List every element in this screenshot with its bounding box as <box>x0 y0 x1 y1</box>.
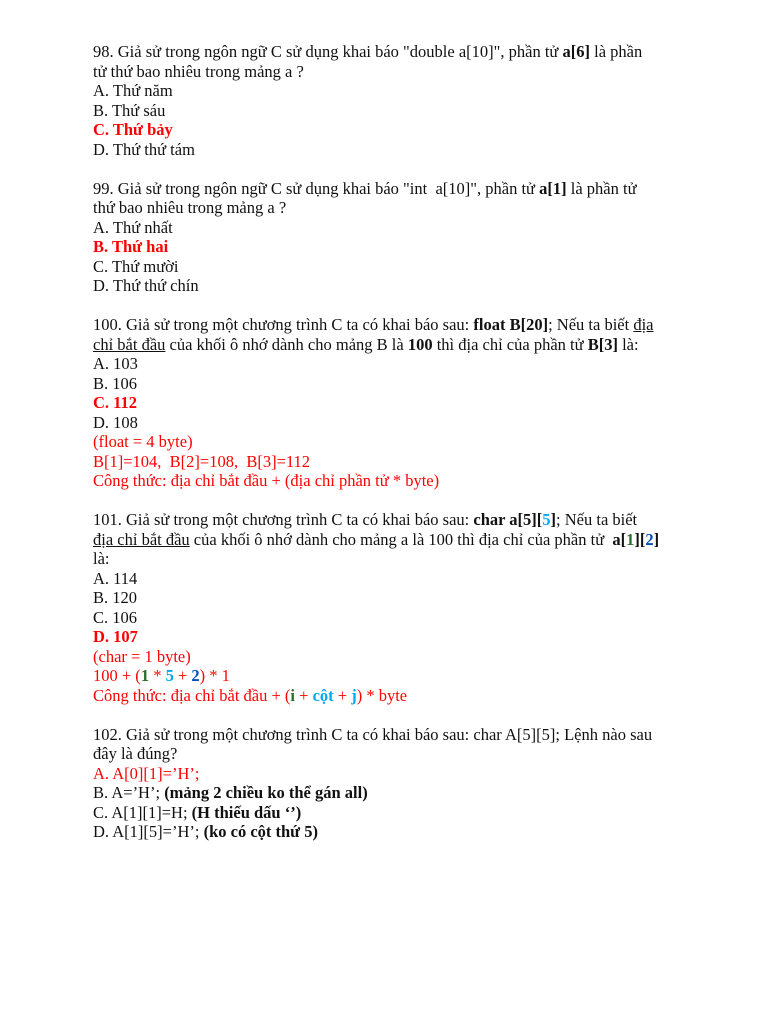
question-99 <box>93 179 723 296</box>
option-b-correct: B. Thứ hai <box>93 237 169 256</box>
question-list <box>93 42 723 861</box>
stem-bold: a[ <box>612 529 627 549</box>
stem-bold: 100 <box>407 334 433 354</box>
stem-bold: char a[5][ <box>473 510 543 529</box>
stem-bold: B[3] <box>587 334 618 354</box>
question-stem: tử thứ bao nhiêu trong mảng a ? <box>93 61 304 81</box>
formula-j: j <box>351 685 357 705</box>
formula-text: + <box>333 685 352 705</box>
option-note: (ko có cột thứ 5) <box>203 822 318 841</box>
question-stem <box>93 530 723 550</box>
option-a-correct: A. A[0][1]=’H’; <box>93 763 200 783</box>
explanation-formula <box>93 686 723 706</box>
question-stem <box>93 315 723 335</box>
option-d-correct: D. 107 <box>93 627 138 646</box>
question-stem: đây là đúng? <box>93 744 178 763</box>
stem-underline: địa <box>633 315 654 334</box>
stem-text: là phần tử <box>566 178 637 198</box>
question-stem: thứ bao nhiêu trong mảng a ? <box>93 198 287 217</box>
formula-text: 100 + ( <box>93 666 141 685</box>
option-c <box>93 803 723 823</box>
stem-text: 99. Giả sử trong ngôn ngữ C sử dụng khai báo "int a[10]", phần tử <box>93 178 540 198</box>
question-stem: là: <box>93 549 110 568</box>
question-stem <box>93 510 723 530</box>
formula-text: Công thức: địa chỉ bắt đầu + ( <box>93 685 291 705</box>
question-stem <box>93 42 723 62</box>
explanation-calculation <box>93 666 723 686</box>
explanation-note: (float = 4 byte) <box>93 432 193 451</box>
stem-text: ; Nếu ta biết <box>548 315 634 334</box>
option-c: C. 106 <box>93 607 138 627</box>
formula-cot: cột <box>312 685 334 705</box>
stem-text: 98. Giả sử trong ngôn ngữ C sử dụng khai báo "double a[10]", phần tử <box>93 42 563 61</box>
formula-cols: 5 <box>165 666 174 685</box>
option-b: B. 106 <box>93 373 138 393</box>
formula-text: ) * byte <box>356 685 408 705</box>
stem-text: của khối ô nhớ dành cho mảng B là <box>165 334 408 354</box>
option-d: D. Thứ thứ tám <box>93 139 195 159</box>
stem-bold: ] <box>653 529 660 549</box>
stem-text: của khối ô nhớ dành cho mảng a là 100 thì địa chỉ của phần tử <box>189 529 613 549</box>
option-b: B. 120 <box>93 588 138 607</box>
option-a: A. Thứ nhất <box>93 217 173 237</box>
stem-bold-colored: 5 <box>542 510 551 529</box>
question-100 <box>93 315 723 491</box>
option-c-correct: C. Thứ bảy <box>93 120 173 139</box>
formula-text: * <box>149 666 166 685</box>
option-a: A. 103 <box>93 354 138 373</box>
option-d <box>93 822 723 842</box>
stem-bold: ][ <box>634 529 646 549</box>
formula-text: + <box>173 666 192 685</box>
question-101 <box>93 510 723 705</box>
formula-row: 1 <box>140 666 150 685</box>
option-c: C. Thứ mười <box>93 256 179 276</box>
question-stem <box>93 335 723 355</box>
formula-col: 2 <box>191 666 200 685</box>
question-98 <box>93 42 723 159</box>
stem-bold: float B[20] <box>473 315 549 334</box>
option-d: D. Thứ thứ chín <box>93 276 199 295</box>
stem-bold: a[1] <box>539 178 567 198</box>
stem-bold-colored: 2 <box>645 529 654 549</box>
explanation-note: B[1]=104, B[2]=108, B[3]=112 <box>93 451 311 471</box>
stem-text: 101. Giả sử trong một chương trình C ta có khai báo sau: <box>93 510 474 529</box>
question-stem: 102. Giả sử trong một chương trình C ta có khai báo sau: char A[5][5]; Lệnh nào sau <box>93 724 653 744</box>
stem-text: ; Nếu ta biết <box>556 510 638 529</box>
formula-i: i <box>290 685 296 705</box>
stem-underline: chỉ bắt đầu <box>93 334 166 354</box>
explanation-formula: Công thức: địa chỉ bắt đầu + (địa chỉ phần tử * byte) <box>93 471 440 490</box>
stem-text: là phần <box>589 42 643 61</box>
stem-bold: a[6] <box>562 42 590 61</box>
formula-text: + <box>295 685 313 705</box>
question-stem <box>93 179 723 199</box>
stem-bold-colored: 1 <box>626 529 635 549</box>
question-102 <box>93 725 723 842</box>
option-c-correct: C. 112 <box>93 393 138 412</box>
option-a: A. 114 <box>93 568 138 588</box>
stem-text: 100. Giả sử trong một chương trình C ta có khai báo sau: <box>93 315 474 334</box>
option-text: B. A=’H’; <box>93 783 165 802</box>
formula-text: ) * 1 <box>199 666 230 685</box>
option-a: A. Thứ năm <box>93 81 173 100</box>
option-note: (H thiếu dấu ‘’) <box>191 802 302 822</box>
option-d: D. 108 <box>93 412 138 432</box>
stem-bold: ] <box>550 510 557 529</box>
option-text: C. A[1][1]=H; <box>93 802 192 822</box>
option-b: B. Thứ sáu <box>93 100 166 120</box>
option-note: (mảng 2 chiều ko thể gán all) <box>164 783 368 802</box>
option-text: D. A[1][5]=’H’; <box>93 822 204 841</box>
stem-text: thì địa chỉ của phần tử <box>432 334 588 354</box>
option-b <box>93 783 723 803</box>
stem-text: là: <box>617 334 639 354</box>
stem-underline: địa chỉ bắt đầu <box>93 529 190 549</box>
explanation-note: (char = 1 byte) <box>93 646 191 666</box>
